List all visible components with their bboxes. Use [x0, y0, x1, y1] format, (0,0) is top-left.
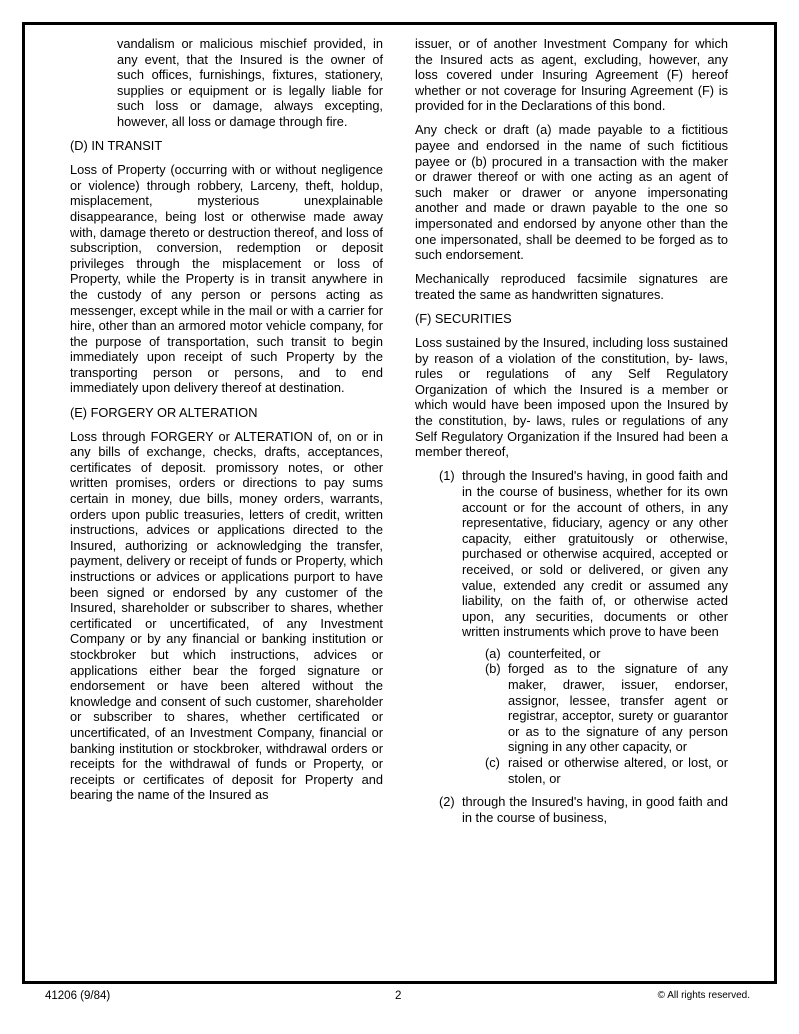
numbered-item	[439, 468, 728, 786]
form-number: 41206 (9/84)	[45, 990, 111, 1002]
right-column	[415, 36, 728, 831]
item-text: through the Insured's having, in good faith and in the course of business,	[462, 794, 728, 825]
sub-item-label: (a)	[485, 645, 501, 661]
page-number: 2	[395, 990, 402, 1002]
section-d-heading: (D) IN TRANSIT	[70, 138, 163, 154]
sub-item-text: forged as to the signature of any maker, drawer, issuer, endorser, assignor, lessee, transfer agent or registrar, acceptor, surety or guarantor or as to the signature of any person signing in any other capacity, or	[508, 661, 728, 755]
forged-check-paragraph: Any check or draft (a) made payable to a fictitious payee and endorsed in the name of such fictitious payee or (b) procured in a transaction with the maker or drawer thereof or with one acting as an agent of such maker or drawer or anyone impersonating another and made or drawn payable to the one so impersonated and endorsed by anyone other than the one impersonated, shall be deemed to be forged as to such endorsement.	[415, 122, 728, 263]
section-f-heading: (F) SECURITIES	[415, 311, 512, 326]
sub-item	[485, 661, 728, 755]
item-text: through the Insured's having, in good faith and in the course of business, whether for its own account or for the account of others, in any representative, fiduciary, agency or any other capacity, either gratuitously or otherwise, purchased or otherwise acquired, accepted or received, or sold or delivered, or given any value, extended any credit or assumed any liability, on the faith of, or otherwise acted upon, any securities, documents or other written instruments which prove to have been	[462, 468, 728, 640]
sub-item-text: counterfeited, or	[508, 645, 601, 661]
sub-item-label: (b)	[485, 661, 501, 677]
sub-item	[485, 755, 728, 786]
page-footer	[45, 990, 750, 1006]
section-e-body: Loss through FORGERY or ALTERATION of, on or in any bills of exchange, checks, drafts, acceptances, certificates of deposit. promissory notes, or other written promises, orders or directions to pay sums certain in money, due bills, money orders, warrants, orders upon public treasuries, letters of credit, written instructions, advices or applications directed to the Insured, authorizing or acknowledging the transfer, payment, delivery or receipt of funds or Property, which instructions or advices or applications purport to have been signed or endorsed by any customer of the Insured, shareholder or subscriber to shares, whether certificated or uncertificated, of any Investment Company or by any financial or banking institution or stockbroker but which instructions, advices or applications either bear the forged signature or endorsement or have been altered without the knowledge and consent of such customer, shareholder or subscriber to shares, whether certificated or uncertificated, of an Investment Company, financial or banking institution or stockbroker, withdrawal orders or receipts for the withdrawal of funds or Property, or receipts or certificates of deposit for Property and bearing the name of the Insured as	[70, 428, 383, 803]
facsimile-paragraph: Mechanically reproduced facsimile signatures are treated the same as handwritten signatures.	[415, 271, 728, 302]
copyright-notice: © All rights reserved.	[657, 990, 750, 1001]
item-number: (1)	[439, 468, 455, 484]
sub-item-label: (c)	[485, 755, 500, 771]
sub-item-text: raised or otherwise altered, or lost, or stolen, or	[508, 755, 728, 786]
continued-paragraph-right: issuer, or of another Investment Company for which the Insured acts as agent, excluding, however, any loss covered under Insuring Agreement (F) hereof whether or not coverage for Insuring Agreement (F) is provided for in the Declarations of this bond.	[415, 36, 728, 114]
section-d-body: Loss of Property (occurring with or without negligence or violence) through robbery, Larceny, theft, holdup, misplacement, mysterious unexplainable disappearance, being lost or otherwise made away with, damage thereto or destruction thereof, and loss of subscription, conversion, redemption or deposit privileges through the misplacement or loss of Property, while the Property is in transit anywhere in the custody of any person or persons acting as messenger, except while in the mail or with a carrier for hire, other than an armored motor vehicle company, for the purpose of transportation, such transit to begin immediately upon receipt of such Property by the transporting person or persons, and to end immediately upon delivery thereof at destination.	[70, 162, 383, 396]
sub-item	[485, 646, 728, 662]
left-column	[70, 36, 383, 811]
sub-list	[485, 646, 728, 786]
continued-paragraph: vandalism or malicious mischief provided, in any event, that the Insured is the owner of such offices, furnishings, fixtures, stationery, supplies or equipment or is legally liable for such loss or damage, always excepting, however, all loss or damage through fire.	[117, 36, 383, 129]
section-f-body: Loss sustained by the Insured, including loss sustained by reason of a violation of the constitution, by- laws, rules or regulations of any Self Regulatory Organization of which the Insured is a member or which would have been imposed upon the Insured by the constitution, by- laws, rules or regulations of any Self Regulatory Organization if the Insured had been a member thereof,	[415, 335, 728, 460]
item-number: (2)	[439, 794, 455, 810]
section-e-heading: (E) FORGERY OR ALTERATION	[70, 404, 258, 420]
numbered-item	[439, 794, 728, 825]
